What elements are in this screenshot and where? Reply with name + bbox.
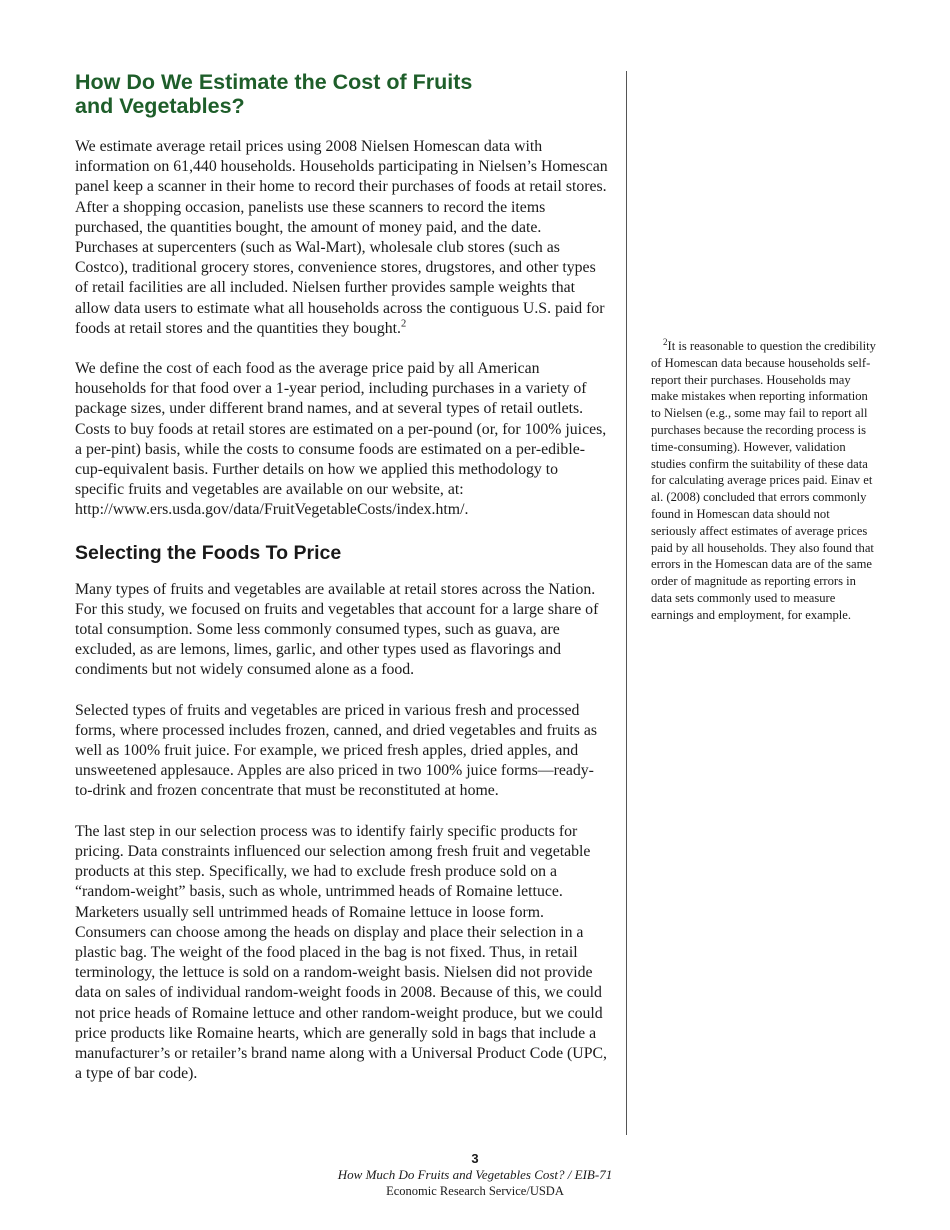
paragraph-homescan-data: [75, 137, 608, 339]
page-title: How Do We Estimate the Cost of Fruits and Vegetables?: [75, 70, 473, 118]
section-heading: Selecting the Foods To Price: [75, 541, 342, 564]
column-divider: [626, 71, 627, 1135]
paragraph-processed-forms: Selected types of fruits and vegetables are priced in various fresh and processed forms, where processed includes frozen, canned, and dried vegetables and fruits as well as 100% fruit juice. For example, we priced fresh apples, dried apples, and unsweetened applesauce. Apples are also priced in two 100% juice forms—ready-to-drink and frozen concentrate that must be reconstituted at home.: [75, 701, 597, 800]
publication-title: How Much Do Fruits and Vegetables Cost? / EIB-71: [337, 1167, 613, 1182]
paragraph-food-selection: Many types of fruits and vegetables are available at retail stores across the Nation. For this study, we focused on fruits and vegetables that account for a large share of total consumption. Some less commonly consumed types, such as guava, are excluded, as are lemons, limes, garlic, and other types used as flavorings and condiments but not widely consumed alone as a food.: [75, 580, 599, 679]
footnote-ref[interactable]: 2: [400, 318, 407, 330]
main-column: [75, 70, 608, 1104]
page-footer: [0, 1151, 950, 1199]
footnote-marker: 2: [663, 336, 668, 347]
page-number: 3: [471, 1151, 479, 1166]
paragraph-text: We estimate average retail prices using 2008 Nielsen Homescan data with information on 61,440 households. Households participating in Nielsen’s Homescan panel keep a scanner in their home to record their purchases of foods at retail stores. After a shopping occasion, panelists use these scanners to record the items purchased, the quantities bought, the amount of money paid, and the date. Purchases at supercenters (such as Wal-Mart), wholesale club stores (such as Costco), traditional grocery stores, convenience stores, drugstores, and other types of retail facilities are all included. Nielsen further provides sample weights that allow data users to estimate what all households across the contiguous U.S. paid for foods at retail stores and the quantities they bought.: [75, 138, 608, 337]
paragraph-random-weight: The last step in our selection process was to identify fairly specific products for pricing. Data constraints influenced our selection among fresh fruit and vegetable products at this step. Specifically, we had to exclude fresh produce sold on a “random-weight” basis, such as whole, untrimmed heads of Romaine lettuce. Marketers usually sell untrimmed heads of Romaine lettuce in loose form. Consumers can choose among the heads on display and place their selection in a plastic bag. The weight of the food placed in the bag is not fixed. Thus, in retail terminology, the lettuce is sold on a random-weight basis. Nielsen did not provide data on sales of individual random-weight foods in 2008. Because of this, we could not price heads of Romaine lettuce and other random-weight produce, but we could price products like Romaine hearts, which are generally sold in bags that include a manufacturer’s or retailer’s brand name along with a Universal Product Code (UPC, a type of bar code).: [75, 822, 607, 1083]
agency-name: Economic Research Service/USDA: [386, 1184, 564, 1198]
footnote-text: It is reasonable to question the credibility of Homescan data because households self-report their purchases. Households may make mistakes when reporting information to Nielsen (e.g., some may fail to report all purchases because the recording process is time-consuming). However, validation studies confirm the suitability of these data for calculating average prices paid. Einav et al. (2008) concluded that errors commonly found in Homescan data should not seriously affect estimates of average prices paid by all households. They also found that errors in the Homescan data are of the same order of magnitude as reporting errors in data sets commonly used to measure earnings and employment, for example.: [651, 339, 876, 622]
paragraph-cost-definition: We define the cost of each food as the average price paid by all American households for that food over a 1-year period, including purchases in a variety of package sizes, under different brand names, and at several types of retail outlets. Costs to buy foods at retail stores are estimated on a per-pound (or, for 100% juices, a per-pint) basis, while the costs to consume foods are estimated on a per-edible-cup-equivalent basis. Further details on how we applied this methodology to specific fruits and vegetables are available on our website, at: http://www.ers.usda.gov/data/FruitVegetableCosts/index.htm/.: [75, 360, 607, 519]
sidenote: [651, 338, 877, 624]
footnote-2: [651, 338, 877, 624]
